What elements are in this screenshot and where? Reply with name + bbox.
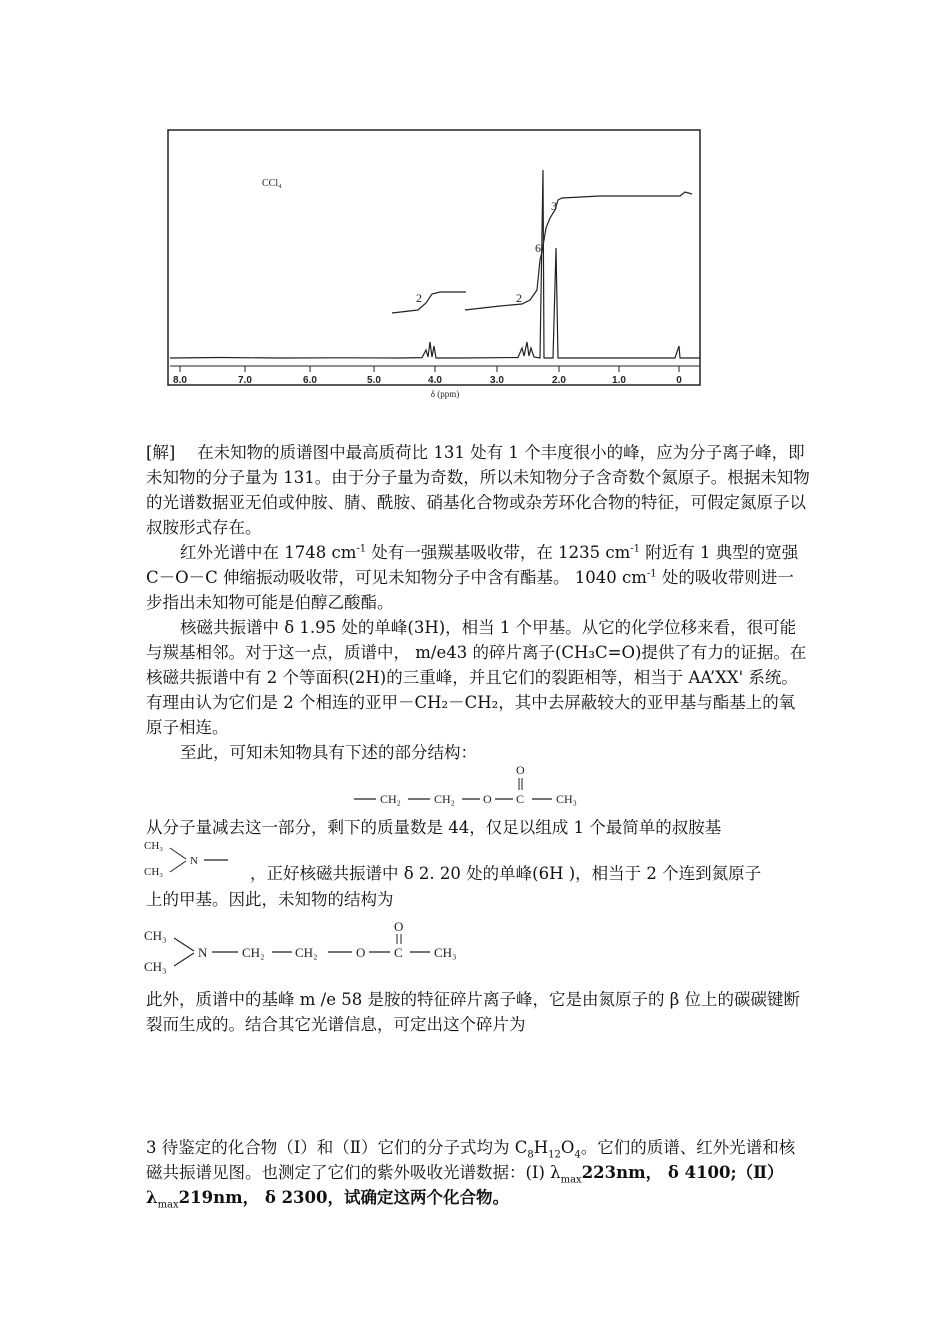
tick-label: 5.0 — [367, 375, 381, 386]
formula-atom: CH₃ — [556, 792, 577, 806]
formula-atom: C — [394, 945, 403, 960]
formula-atom: CH₃ — [144, 840, 164, 852]
formula-atom: O — [356, 945, 366, 960]
formula-atom: CH₃ — [144, 928, 167, 943]
formula-atom: C — [516, 792, 525, 806]
formula-atom: CH₃ — [144, 959, 167, 974]
paragraph-base-peak — [146, 987, 810, 1037]
paragraph-nmr-6h — [250, 861, 810, 886]
formula-atom: CH₃ — [144, 866, 164, 878]
formula-atom: CH₂ — [434, 792, 455, 806]
integral-label: 2 — [416, 291, 422, 305]
paragraph-text: 核磁共振谱中 δ 1.95 处的单峰(3H)，相当 1 个甲基。从它的化学位移来看，很可能与羰基相邻。对于这一点，质谱中， m/e43 的碎片离子(CH₃C=O)提供了有力的证据。在核磁共振谱中有 2 个等面积(2H)的三重峰，并且它们的裂距相等，相当于 AA’XX' 系统。有理由认为它们是 2 个相连的亚甲－CH₂－CH₂，其中去屏蔽较大的亚甲基与酯基上的氧原子相连。 — [146, 618, 807, 737]
tick-label: 6.0 — [303, 375, 317, 386]
paragraph-text: 红外光谱中在 1748 cm — [180, 543, 357, 562]
paragraph-text: 从分子量减去这一部分，剩下的质量数是 44，仅足以组成 1 个最简单的叔胺基 — [146, 818, 722, 837]
x-axis-ticks — [180, 366, 679, 372]
paragraph-text: H — [533, 1138, 549, 1157]
paragraph-text: 至此，可知未知物具有下述的部分结构： — [180, 743, 477, 762]
paragraph-text: 处有一强羰基吸收带，在 1235 cm — [366, 543, 631, 562]
formula-atom: O — [394, 919, 404, 934]
full-structure-formula — [140, 918, 480, 978]
paragraph-text: [解] 在未知物的质谱图中最高质荷比 131 处有 1 个丰度很小的峰，应为分子离子峰，即未知物的分子量为 131。由于分子量为奇数，所以未知物分子含奇数个氮原子。根据未知物的光谱数据亚无伯或仲胺、腈、酰胺、硝基化合物或杂芳环化合物的特征，可假定氮原子以叔胺形式存在。 — [146, 443, 810, 537]
integral-label: 3 — [551, 199, 557, 213]
superscript: -1 — [630, 543, 640, 555]
tick-label: 8.0 — [173, 375, 187, 386]
dimethylamino-fragment — [140, 838, 240, 882]
paragraph-ir-analysis — [146, 540, 810, 615]
solvent-label: CCl₄ — [262, 178, 282, 189]
paragraph-structure-conclusion — [146, 887, 810, 912]
paragraph-problem-3 — [146, 1135, 810, 1210]
subscript: 12 — [548, 1149, 561, 1161]
superscript: -1 — [356, 543, 367, 555]
tick-label: 1.0 — [612, 375, 626, 386]
subscript: max — [157, 1199, 179, 1211]
formula-atom: CH₂ — [295, 945, 318, 960]
formula-atom: O — [483, 792, 492, 806]
formula-atom: N — [190, 855, 198, 867]
paragraph-text: ，正好核磁共振谱中 δ 2. 20 处的单峰(6H )，相当于 2 个连到氮原子 — [250, 864, 762, 883]
tick-label: 2.0 — [552, 375, 566, 386]
paragraph-text: 219nm， δ 2300，试确定这两个化合物。 — [178, 1188, 509, 1207]
paragraph-text: 此外，质谱中的基峰 m /e 58 是胺的特征碎片离子峰，它是由氮原子的 β 位上的碳碳键断裂而生成的。结合其它光谱信息，可定出这个碎片为 — [146, 990, 800, 1034]
subscript: max — [560, 1174, 582, 1186]
paragraph-text: 附近有 1 典型的宽强 C－O－C 伸缩振动吸收带，可见未知物分子中含有酯基。 1040 cm — [146, 543, 799, 587]
integral-curve-2 — [465, 192, 692, 310]
paragraph-solution-intro — [146, 440, 810, 540]
subscript: 4 — [574, 1149, 581, 1161]
formula-atom: O — [516, 763, 525, 777]
tick-label: 3.0 — [490, 375, 504, 386]
spectrum-baseline — [170, 170, 700, 358]
subscript: 8 — [527, 1149, 534, 1161]
integral-curve-1 — [392, 292, 466, 313]
paragraph-text: 3 待鉴定的化合物（Ⅰ）和（Ⅱ）它们的分子式均为 C — [146, 1138, 528, 1157]
superscript: -1 — [646, 568, 657, 580]
formula-atom: N — [198, 945, 208, 960]
tick-label: 7.0 — [238, 375, 252, 386]
formula-atom: CH₂ — [380, 792, 401, 806]
paragraph-text: 处的吸收带则进一步指出未知物可能是伯醇乙酸酯。 — [146, 568, 794, 612]
integral-label: 6 — [535, 241, 541, 255]
paragraph-nmr-analysis — [146, 615, 810, 740]
paragraph-text: 223nm， δ 4100;（Ⅱ）λ — [146, 1163, 784, 1207]
paragraph-text: 上的甲基。因此，未知物的结构为 — [146, 890, 394, 909]
nmr-spectrum-figure — [160, 120, 720, 410]
formula-atom: CH₂ — [242, 945, 265, 960]
paragraph-text: O — [560, 1138, 575, 1157]
formula-atom: CH₃ — [434, 945, 457, 960]
tick-label: 0 — [676, 375, 682, 386]
partial-structure-formula — [350, 762, 600, 810]
integral-label: 2 — [516, 291, 522, 305]
x-axis-label: δ (ppm) — [430, 389, 460, 399]
paragraph-mass-remainder — [146, 815, 810, 840]
tick-label: 4.0 — [428, 375, 442, 386]
paragraph-text: 。它们的质谱、红外光谱和核磁共振谱见图。也测定了它们的紫外吸收光谱数据：(Ⅰ) λ — [146, 1138, 796, 1182]
